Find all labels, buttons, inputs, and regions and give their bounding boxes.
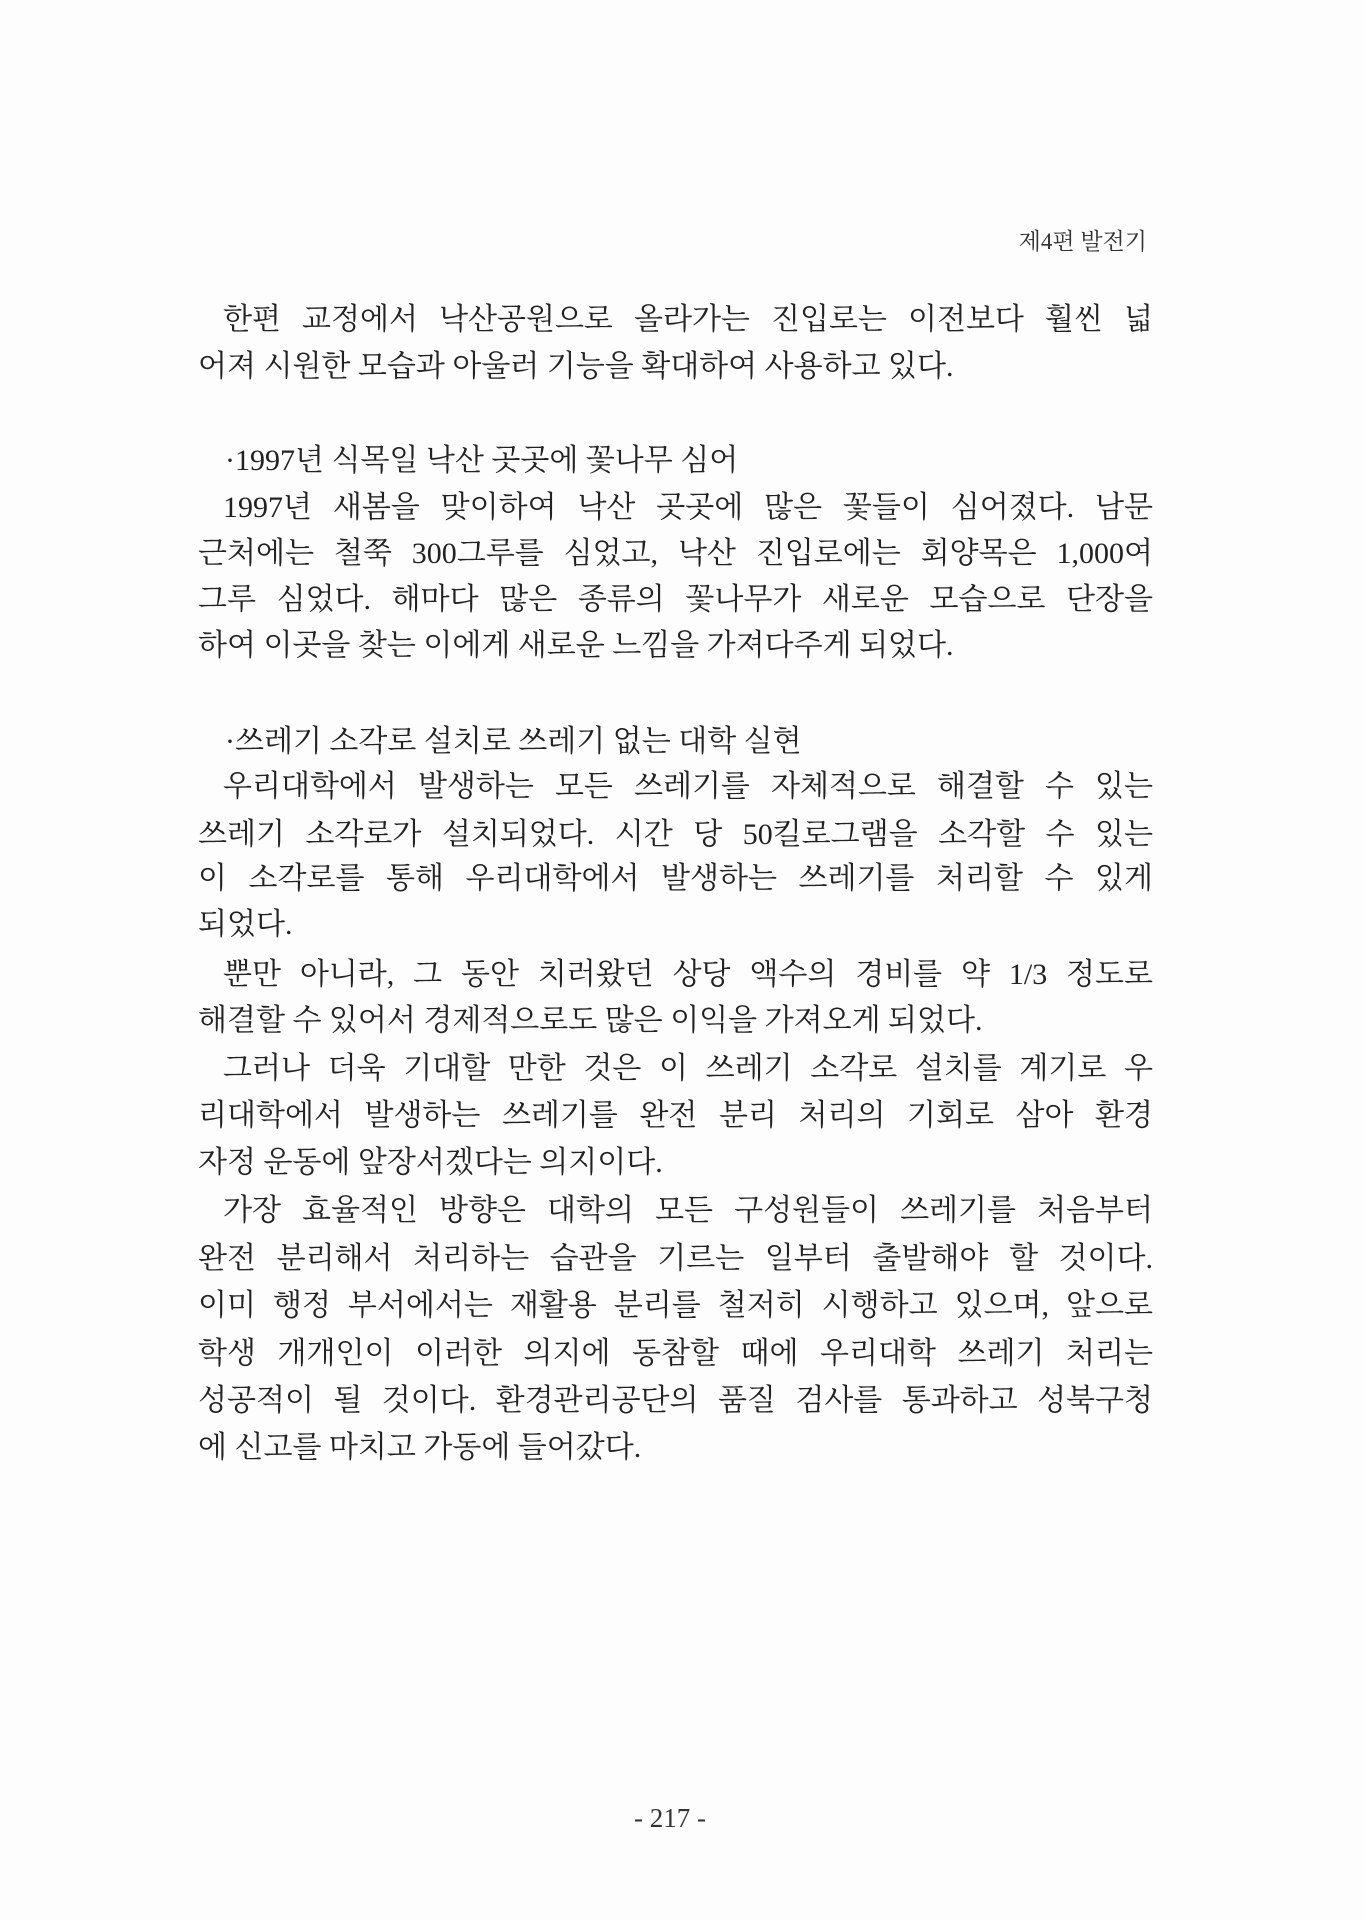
text-line: 학생 개개인이 이러한 의지에 동참할 때에 우리대학 쓰레기 처리는 <box>198 1337 1153 1370</box>
text-line: 어져 시원한 모습과 아울러 기능을 확대하여 사용하고 있다. <box>198 350 954 383</box>
text-line: 우리대학에서 발생하는 모든 쓰레기를 자체적으로 해결할 수 있는 <box>223 770 1153 803</box>
text-line: 그러나 더욱 기대할 만한 것은 이 쓰레기 소각로 설치를 계기로 우 <box>223 1052 1153 1085</box>
section-heading: ·1997년 식목일 낙산 곳곳에 꽃나무 심어 <box>225 444 739 477</box>
text-line: 그루 심었다. 해마다 많은 종류의 꽃나무가 새로운 모습으로 단장을 <box>198 583 1153 616</box>
text-line: 해결할 수 있어서 경제적으로도 많은 이익을 가져오게 되었다. <box>198 1004 983 1037</box>
text-line: 자정 운동에 앞장서겠다는 의지이다. <box>198 1146 663 1179</box>
text-line: 1997년 새봄을 맞이하여 낙산 곳곳에 많은 꽃들이 심어졌다. 남문 <box>223 491 1153 524</box>
text-line: 리대학에서 발생하는 쓰레기를 완전 분리 처리의 기회로 삼아 환경 <box>198 1099 1153 1132</box>
text-line: 가장 효율적인 방향은 대학의 모든 구성원들이 쓰레기를 처음부터 <box>223 1194 1153 1227</box>
text-line: 근처에는 철쭉 300그루를 심었고, 낙산 진입로에는 회양목은 1,000여 <box>198 537 1153 570</box>
text-line: 뿐만 아니라, 그 동안 치러왔던 상당 액수의 경비를 약 1/3 정도로 <box>223 958 1153 991</box>
text-line: 이 소각로를 통해 우리대학에서 발생하는 쓰레기를 처리할 수 있게 <box>198 862 1153 895</box>
text-line: 성공적이 될 것이다. 환경관리공단의 품질 검사를 통과하고 성북구청 <box>198 1384 1153 1417</box>
running-head: 제4편 발전기 <box>1018 229 1147 254</box>
text-line: 에 신고를 마치고 가동에 들어갔다. <box>198 1431 642 1464</box>
text-line: 쓰레기 소각로가 설치되었다. 시간 당 50킬로그램을 소각할 수 있는 <box>198 818 1153 851</box>
page-number: - 217 - <box>634 1803 706 1833</box>
section-heading: ·쓰레기 소각로 설치로 쓰레기 없는 대학 실현 <box>225 725 802 758</box>
text-line: 한편 교정에서 낙산공원으로 올라가는 진입로는 이전보다 훨씬 넓 <box>223 303 1153 336</box>
text-line: 이미 행정 부서에서는 재활용 분리를 철저히 시행하고 있으며, 앞으로 <box>198 1289 1153 1322</box>
text-line: 되었다. <box>198 908 293 941</box>
text-line: 완전 분리해서 처리하는 습관을 기르는 일부터 출발해야 할 것이다. <box>198 1242 1153 1275</box>
text-line: 하여 이곳을 찾는 이에게 새로운 느낌을 가져다주게 되었다. <box>198 629 954 662</box>
